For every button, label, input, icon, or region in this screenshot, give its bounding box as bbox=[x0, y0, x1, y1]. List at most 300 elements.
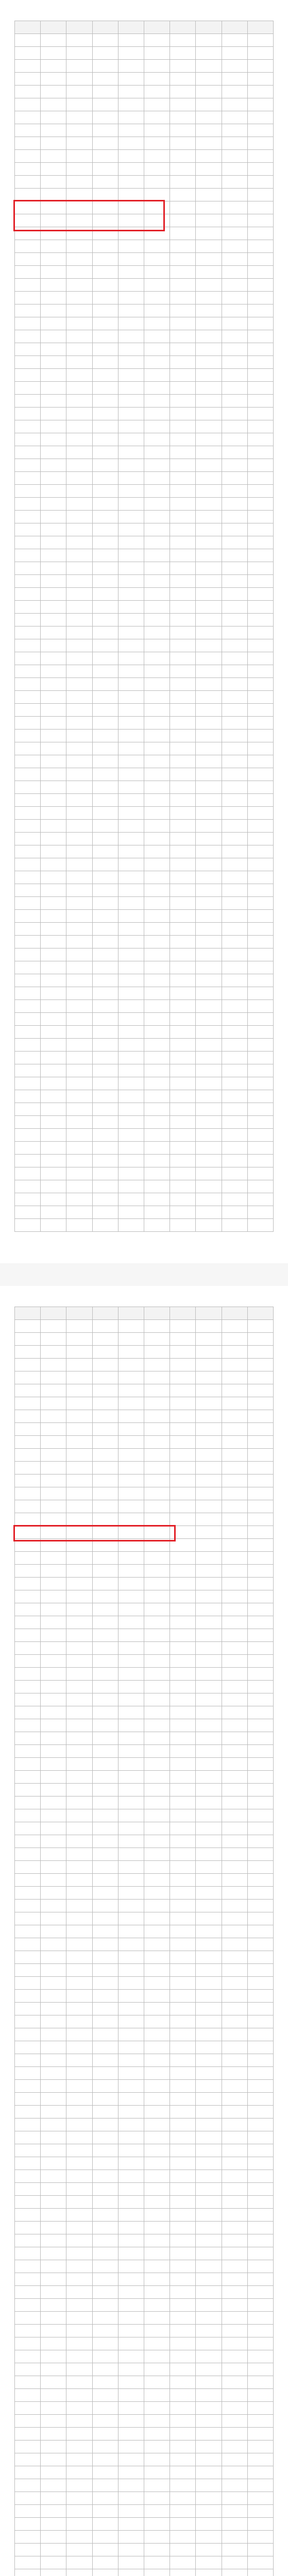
part2-table-cell bbox=[92, 1397, 118, 1410]
part2-table-cell bbox=[15, 2106, 41, 2119]
part2-table-cell bbox=[118, 2389, 144, 2402]
part1-table-cell bbox=[222, 511, 247, 523]
part2-table-cell bbox=[144, 1384, 170, 1397]
part1-table-cell bbox=[41, 923, 66, 936]
part2-table-cell bbox=[66, 1758, 92, 1771]
part1-table-cell bbox=[247, 755, 273, 768]
part2-table-cell bbox=[247, 1552, 273, 1565]
part1-table-cell bbox=[196, 923, 222, 936]
part2-table-cell bbox=[222, 2337, 247, 2350]
part1-table-cell bbox=[15, 948, 41, 961]
part2-table-cell bbox=[66, 2041, 92, 2054]
part1-table-cell bbox=[92, 446, 118, 459]
part2-table-cell bbox=[144, 2157, 170, 2170]
part1-table-cell bbox=[222, 34, 247, 47]
part2-table-cell bbox=[41, 1990, 66, 2003]
part2-table-cell bbox=[247, 2363, 273, 2376]
part1-table-cell bbox=[66, 1026, 92, 1039]
part1-table-cell bbox=[144, 652, 170, 665]
part2-table-cell bbox=[144, 2518, 170, 2531]
part1-table-cell bbox=[92, 343, 118, 356]
part1-table-cell bbox=[66, 820, 92, 833]
part1-table-cell bbox=[15, 1116, 41, 1129]
part1-table-cell bbox=[170, 304, 196, 317]
part2-table-row bbox=[15, 1706, 274, 1719]
part1-table-cell bbox=[222, 1103, 247, 1116]
part1-table-cell bbox=[41, 768, 66, 781]
part1-table-cell bbox=[247, 871, 273, 884]
part2-table-cell bbox=[170, 1578, 196, 1590]
part2-table-cell bbox=[222, 2067, 247, 2080]
part2-table-row bbox=[15, 1423, 274, 1436]
part2-table-row bbox=[15, 2325, 274, 2337]
part2-table-cell bbox=[247, 1990, 273, 2003]
part2-table-cell bbox=[92, 2569, 118, 2576]
part2-table-row bbox=[15, 1655, 274, 1668]
part2-table-cell bbox=[92, 2015, 118, 2028]
part2-table-cell bbox=[196, 1462, 222, 1475]
part2-table-cell bbox=[15, 2183, 41, 2196]
part2-table-cell bbox=[170, 1384, 196, 1397]
part2-table-cell bbox=[41, 1681, 66, 1693]
part1-table-cell bbox=[66, 948, 92, 961]
part2-table-cell bbox=[66, 2363, 92, 2376]
part1-table-cell bbox=[41, 974, 66, 987]
part2-table-cell bbox=[66, 2415, 92, 2428]
part2-table-row bbox=[15, 1912, 274, 1925]
part2-table-row bbox=[15, 1758, 274, 1771]
part2-table-row bbox=[15, 1565, 274, 1578]
part1-table-cell bbox=[196, 1077, 222, 1090]
part2-table-cell bbox=[247, 2131, 273, 2144]
part2-table-cell bbox=[222, 1693, 247, 1706]
part2-table-cell bbox=[41, 2569, 66, 2576]
part2-table-cell bbox=[41, 2273, 66, 2286]
part1-table-row bbox=[15, 626, 274, 639]
part1-table-cell bbox=[144, 923, 170, 936]
part2-table-cell bbox=[247, 1629, 273, 1642]
part2-table-cell bbox=[92, 1462, 118, 1475]
part2-table-cell bbox=[15, 2157, 41, 2170]
part1-table-cell bbox=[247, 536, 273, 549]
part1-table-cell bbox=[196, 356, 222, 369]
part1-table-cell bbox=[247, 884, 273, 897]
part2-table-cell bbox=[118, 2080, 144, 2093]
part2-table-cell bbox=[15, 1951, 41, 1964]
part1-table-cell bbox=[92, 936, 118, 948]
part2-table-cell bbox=[15, 2260, 41, 2273]
part1-table-cell bbox=[66, 382, 92, 395]
part1-table-cell bbox=[247, 961, 273, 974]
part1-table-cell bbox=[66, 330, 92, 343]
part2-table-cell bbox=[15, 2505, 41, 2518]
part1-table-cell bbox=[92, 1193, 118, 1206]
part1-table-cell bbox=[170, 652, 196, 665]
part2-table-cell bbox=[247, 1423, 273, 1436]
part1-table-cell bbox=[118, 150, 144, 163]
part1-table-cell bbox=[144, 408, 170, 420]
part1-table-row bbox=[15, 459, 274, 472]
part2-table-cell bbox=[92, 2209, 118, 2222]
part2-table-cell bbox=[247, 1475, 273, 1487]
part2-table-cell bbox=[92, 1784, 118, 1797]
part2-table-cell bbox=[118, 1565, 144, 1578]
part2-table-cell bbox=[222, 1809, 247, 1822]
part2-table-cell bbox=[170, 1475, 196, 1487]
part2-table-cell bbox=[222, 2234, 247, 2247]
part1-table-cell bbox=[15, 304, 41, 317]
part2-table-cell bbox=[170, 2209, 196, 2222]
part2-table-cell bbox=[118, 1359, 144, 1371]
part1-table-cell bbox=[92, 652, 118, 665]
part2-table-cell bbox=[144, 1912, 170, 1925]
part2-table-cell bbox=[15, 1642, 41, 1655]
part2-table-cell bbox=[196, 2492, 222, 2505]
part2-table-row bbox=[15, 2286, 274, 2299]
part2-table-cell bbox=[170, 1925, 196, 1938]
part2-table-cell bbox=[92, 2028, 118, 2041]
part2-table-cell bbox=[247, 1397, 273, 1410]
part1-table-cell bbox=[247, 768, 273, 781]
part1-table-cell bbox=[222, 626, 247, 639]
part1-table-cell bbox=[222, 1064, 247, 1077]
part1-table-cell bbox=[66, 961, 92, 974]
part1-table-cell bbox=[170, 395, 196, 408]
part1-table-cell bbox=[118, 317, 144, 330]
part1-table-cell bbox=[170, 845, 196, 858]
part2-table-cell bbox=[247, 2170, 273, 2183]
part1-table-cell bbox=[92, 73, 118, 86]
part1-table-cell bbox=[41, 330, 66, 343]
part2-table-row bbox=[15, 2415, 274, 2428]
part1-table-cell bbox=[144, 47, 170, 60]
part1-header-cell bbox=[170, 21, 196, 34]
part2-table-cell bbox=[170, 1835, 196, 1848]
part1-table-cell bbox=[196, 936, 222, 948]
part2-table-cell bbox=[144, 2312, 170, 2325]
part1-table-cell bbox=[15, 433, 41, 446]
part2-table-row bbox=[15, 1835, 274, 1848]
part2-table-cell bbox=[144, 1423, 170, 1436]
part2-table-cell bbox=[144, 1848, 170, 1861]
part2-table-cell bbox=[222, 2222, 247, 2234]
part2-table-cell bbox=[41, 1732, 66, 1745]
part1-table-cell bbox=[196, 1129, 222, 1142]
part1-table-cell bbox=[196, 317, 222, 330]
part1-table-cell bbox=[222, 86, 247, 98]
part2-table-cell bbox=[92, 1990, 118, 2003]
part2-table-cell bbox=[41, 1346, 66, 1359]
part1-table-cell bbox=[41, 356, 66, 369]
part1-table-cell bbox=[92, 163, 118, 176]
part2-table-cell bbox=[222, 2441, 247, 2453]
part1-table-cell bbox=[196, 523, 222, 536]
part1-table-cell bbox=[66, 1193, 92, 1206]
part1-table-cell bbox=[41, 678, 66, 691]
part2-table-cell bbox=[92, 2479, 118, 2492]
part1-table-cell bbox=[170, 292, 196, 304]
part1-table-cell bbox=[66, 768, 92, 781]
part2-table-cell bbox=[92, 2453, 118, 2466]
part1-table-cell bbox=[144, 266, 170, 279]
part1-table-cell bbox=[92, 678, 118, 691]
part2-table-cell bbox=[144, 1578, 170, 1590]
part1-table-cell bbox=[41, 1026, 66, 1039]
part2-table-cell bbox=[118, 2505, 144, 2518]
part2-table-row bbox=[15, 2376, 274, 2389]
part1-table-cell bbox=[170, 755, 196, 768]
part1-table-cell bbox=[41, 176, 66, 189]
part1-table-cell bbox=[66, 858, 92, 871]
part2-table-cell bbox=[15, 1925, 41, 1938]
part2-table-cell bbox=[144, 1900, 170, 1912]
part2-table-cell bbox=[92, 2492, 118, 2505]
part2-table-cell bbox=[247, 1449, 273, 1462]
part1-table-cell bbox=[144, 884, 170, 897]
part1-table-cell bbox=[92, 1116, 118, 1129]
part1-table-cell bbox=[118, 665, 144, 678]
part1-table-cell bbox=[92, 639, 118, 652]
part2-table-row bbox=[15, 2234, 274, 2247]
part2-table-cell bbox=[92, 1809, 118, 1822]
part1-table-cell bbox=[144, 511, 170, 523]
part1-table-cell bbox=[196, 768, 222, 781]
part2-table-cell bbox=[92, 1693, 118, 1706]
part2-table-cell bbox=[196, 1771, 222, 1784]
part2-table-cell bbox=[196, 1719, 222, 1732]
part1-table-cell bbox=[15, 794, 41, 807]
part1-table-row bbox=[15, 614, 274, 626]
part2-table-row bbox=[15, 1384, 274, 1397]
part2-table-cell bbox=[118, 1977, 144, 1990]
part1-table-cell bbox=[15, 536, 41, 549]
part1-table-row bbox=[15, 562, 274, 575]
part2-table-cell bbox=[66, 1771, 92, 1784]
part2-table-cell bbox=[170, 1719, 196, 1732]
part2-table-cell bbox=[196, 1423, 222, 1436]
part2-table-cell bbox=[222, 1475, 247, 1487]
part2-table-cell bbox=[222, 1359, 247, 1371]
part1-table-cell bbox=[66, 317, 92, 330]
part1-table-cell bbox=[66, 781, 92, 794]
part1-table-cell bbox=[196, 498, 222, 511]
part2-table-cell bbox=[247, 1359, 273, 1371]
part2-table-cell bbox=[66, 2247, 92, 2260]
part1-table-cell bbox=[66, 253, 92, 266]
part2-table-cell bbox=[66, 2119, 92, 2131]
part2-table-cell bbox=[118, 1423, 144, 1436]
part2-table-cell bbox=[41, 1436, 66, 1449]
part1-table-cell bbox=[118, 936, 144, 948]
part1-table-row bbox=[15, 575, 274, 588]
part1-table-cell bbox=[247, 60, 273, 73]
part1-table-row bbox=[15, 678, 274, 691]
part1-table-cell bbox=[92, 665, 118, 678]
part2-table-cell bbox=[41, 2518, 66, 2531]
part2-table-cell bbox=[66, 1487, 92, 1500]
part2-table-cell bbox=[118, 2093, 144, 2106]
part2-table-cell bbox=[15, 2389, 41, 2402]
part1-table-cell bbox=[247, 227, 273, 240]
part1-table-cell bbox=[118, 60, 144, 73]
part1-table-cell bbox=[247, 446, 273, 459]
part1-table-cell bbox=[222, 523, 247, 536]
part2-table-cell bbox=[118, 2157, 144, 2170]
part2-table-row bbox=[15, 1797, 274, 1809]
part2-table-cell bbox=[170, 1938, 196, 1951]
part1-table-cell bbox=[15, 408, 41, 420]
part1-table-cell bbox=[66, 485, 92, 498]
part2-table-cell bbox=[92, 1487, 118, 1500]
part2-table-row bbox=[15, 2531, 274, 2544]
part1-table-cell bbox=[196, 1000, 222, 1013]
part1-table-cell bbox=[170, 536, 196, 549]
part1-table-row bbox=[15, 717, 274, 730]
part1-table-cell bbox=[118, 768, 144, 781]
part1-table-cell bbox=[118, 523, 144, 536]
part2-header-row bbox=[15, 1307, 274, 1320]
part2-table-row bbox=[15, 1578, 274, 1590]
part1-table-cell bbox=[196, 987, 222, 1000]
part1-table-cell bbox=[92, 137, 118, 150]
part2-table-cell bbox=[144, 2196, 170, 2209]
part2-table-cell bbox=[196, 1861, 222, 1874]
part1-table-cell bbox=[118, 343, 144, 356]
part1-table-cell bbox=[15, 1219, 41, 1232]
part1-table-cell bbox=[196, 137, 222, 150]
part2-table-cell bbox=[222, 1320, 247, 1333]
part2-table-cell bbox=[196, 2325, 222, 2337]
section-divider bbox=[0, 1263, 288, 1286]
part1-table-cell bbox=[247, 253, 273, 266]
part2-table-cell bbox=[144, 2325, 170, 2337]
part2-table-cell bbox=[15, 1835, 41, 1848]
part1-table-cell bbox=[118, 511, 144, 523]
part2-table-cell bbox=[196, 2106, 222, 2119]
part1-table-cell bbox=[170, 639, 196, 652]
part2-table-cell bbox=[247, 2299, 273, 2312]
part1-table-cell bbox=[170, 1116, 196, 1129]
part1-table-cell bbox=[222, 936, 247, 948]
part2-table-cell bbox=[144, 2209, 170, 2222]
part1-table-cell bbox=[222, 382, 247, 395]
part2-table-cell bbox=[41, 1848, 66, 1861]
part2-table-cell bbox=[196, 1371, 222, 1384]
part2-table-cell bbox=[92, 1552, 118, 1565]
part1-table-cell bbox=[144, 304, 170, 317]
part2-table-cell bbox=[144, 2376, 170, 2389]
part2-table-cell bbox=[92, 1706, 118, 1719]
part2-table-cell bbox=[118, 1887, 144, 1900]
part1-table-cell bbox=[118, 1116, 144, 1129]
part1-table-cell bbox=[196, 1206, 222, 1219]
part1-table-cell bbox=[144, 961, 170, 974]
part1-table-cell bbox=[144, 124, 170, 137]
part1-table-cell bbox=[41, 755, 66, 768]
part2-table-cell bbox=[41, 1822, 66, 1835]
part1-table-cell bbox=[170, 1000, 196, 1013]
part1-table-cell bbox=[222, 240, 247, 253]
part2-table-cell bbox=[222, 2247, 247, 2260]
part2-table-cell bbox=[247, 1835, 273, 1848]
part1-table-row bbox=[15, 240, 274, 253]
part2-table-cell bbox=[222, 2466, 247, 2479]
part2-table-cell bbox=[118, 1384, 144, 1397]
part2-table-row bbox=[15, 1848, 274, 1861]
part1-table-cell bbox=[15, 60, 41, 73]
part1-table-row bbox=[15, 1077, 274, 1090]
part1-table-cell bbox=[144, 98, 170, 111]
part1-table-cell bbox=[144, 1013, 170, 1026]
part1-table-cell bbox=[196, 73, 222, 86]
part1-table-cell bbox=[41, 163, 66, 176]
part2-table-cell bbox=[15, 2350, 41, 2363]
part1-table-cell bbox=[118, 730, 144, 742]
part2-table-cell bbox=[92, 1423, 118, 1436]
part1-table-cell bbox=[15, 781, 41, 794]
part2-table-cell bbox=[222, 2119, 247, 2131]
part1-table-row bbox=[15, 369, 274, 382]
part2-table-cell bbox=[196, 2222, 222, 2234]
part2-table-cell bbox=[144, 2531, 170, 2544]
part1-table-cell bbox=[170, 833, 196, 845]
part1-table-cell bbox=[15, 678, 41, 691]
part2-table-cell bbox=[247, 2325, 273, 2337]
part1-table-cell bbox=[170, 704, 196, 717]
part2-table-cell bbox=[118, 2569, 144, 2576]
part1-table-cell bbox=[41, 189, 66, 201]
part1-table-cell bbox=[196, 807, 222, 820]
part2-table-cell bbox=[15, 1578, 41, 1590]
part1-table-cell bbox=[222, 1129, 247, 1142]
part1-table-cell bbox=[41, 1129, 66, 1142]
part1-table-cell bbox=[196, 884, 222, 897]
part1-table-cell bbox=[41, 382, 66, 395]
part1-table-cell bbox=[92, 253, 118, 266]
part1-table-cell bbox=[118, 807, 144, 820]
part1-table-row bbox=[15, 1129, 274, 1142]
part2-table-cell bbox=[15, 1384, 41, 1397]
part1-table-cell bbox=[66, 137, 92, 150]
part2-table-cell bbox=[66, 1977, 92, 1990]
part2-table-cell bbox=[247, 1436, 273, 1449]
part2-table-cell bbox=[41, 1784, 66, 1797]
part1-table-cell bbox=[144, 794, 170, 807]
part2-table-cell bbox=[92, 2286, 118, 2299]
part1-table-row bbox=[15, 1103, 274, 1116]
part2-table-cell bbox=[222, 1900, 247, 1912]
part1-table-row bbox=[15, 936, 274, 948]
part1-table-cell bbox=[92, 536, 118, 549]
part2-table-cell bbox=[222, 2286, 247, 2299]
part2-table-cell bbox=[196, 1925, 222, 1938]
part2-table-cell bbox=[170, 1487, 196, 1500]
part2-table-cell bbox=[170, 1397, 196, 1410]
part1-table-cell bbox=[196, 536, 222, 549]
part1-table-cell bbox=[144, 910, 170, 923]
part1-table-cell bbox=[247, 189, 273, 201]
part1-table-cell bbox=[170, 279, 196, 292]
part2-table-cell bbox=[66, 2015, 92, 2028]
part2-table-row bbox=[15, 1371, 274, 1384]
part1-table-cell bbox=[15, 124, 41, 137]
part2-table-cell bbox=[92, 2441, 118, 2453]
part1-table-cell bbox=[41, 820, 66, 833]
part1-table-cell bbox=[196, 420, 222, 433]
part1-table-cell bbox=[66, 240, 92, 253]
part1-table-cell bbox=[15, 137, 41, 150]
part1-table-row bbox=[15, 266, 274, 279]
